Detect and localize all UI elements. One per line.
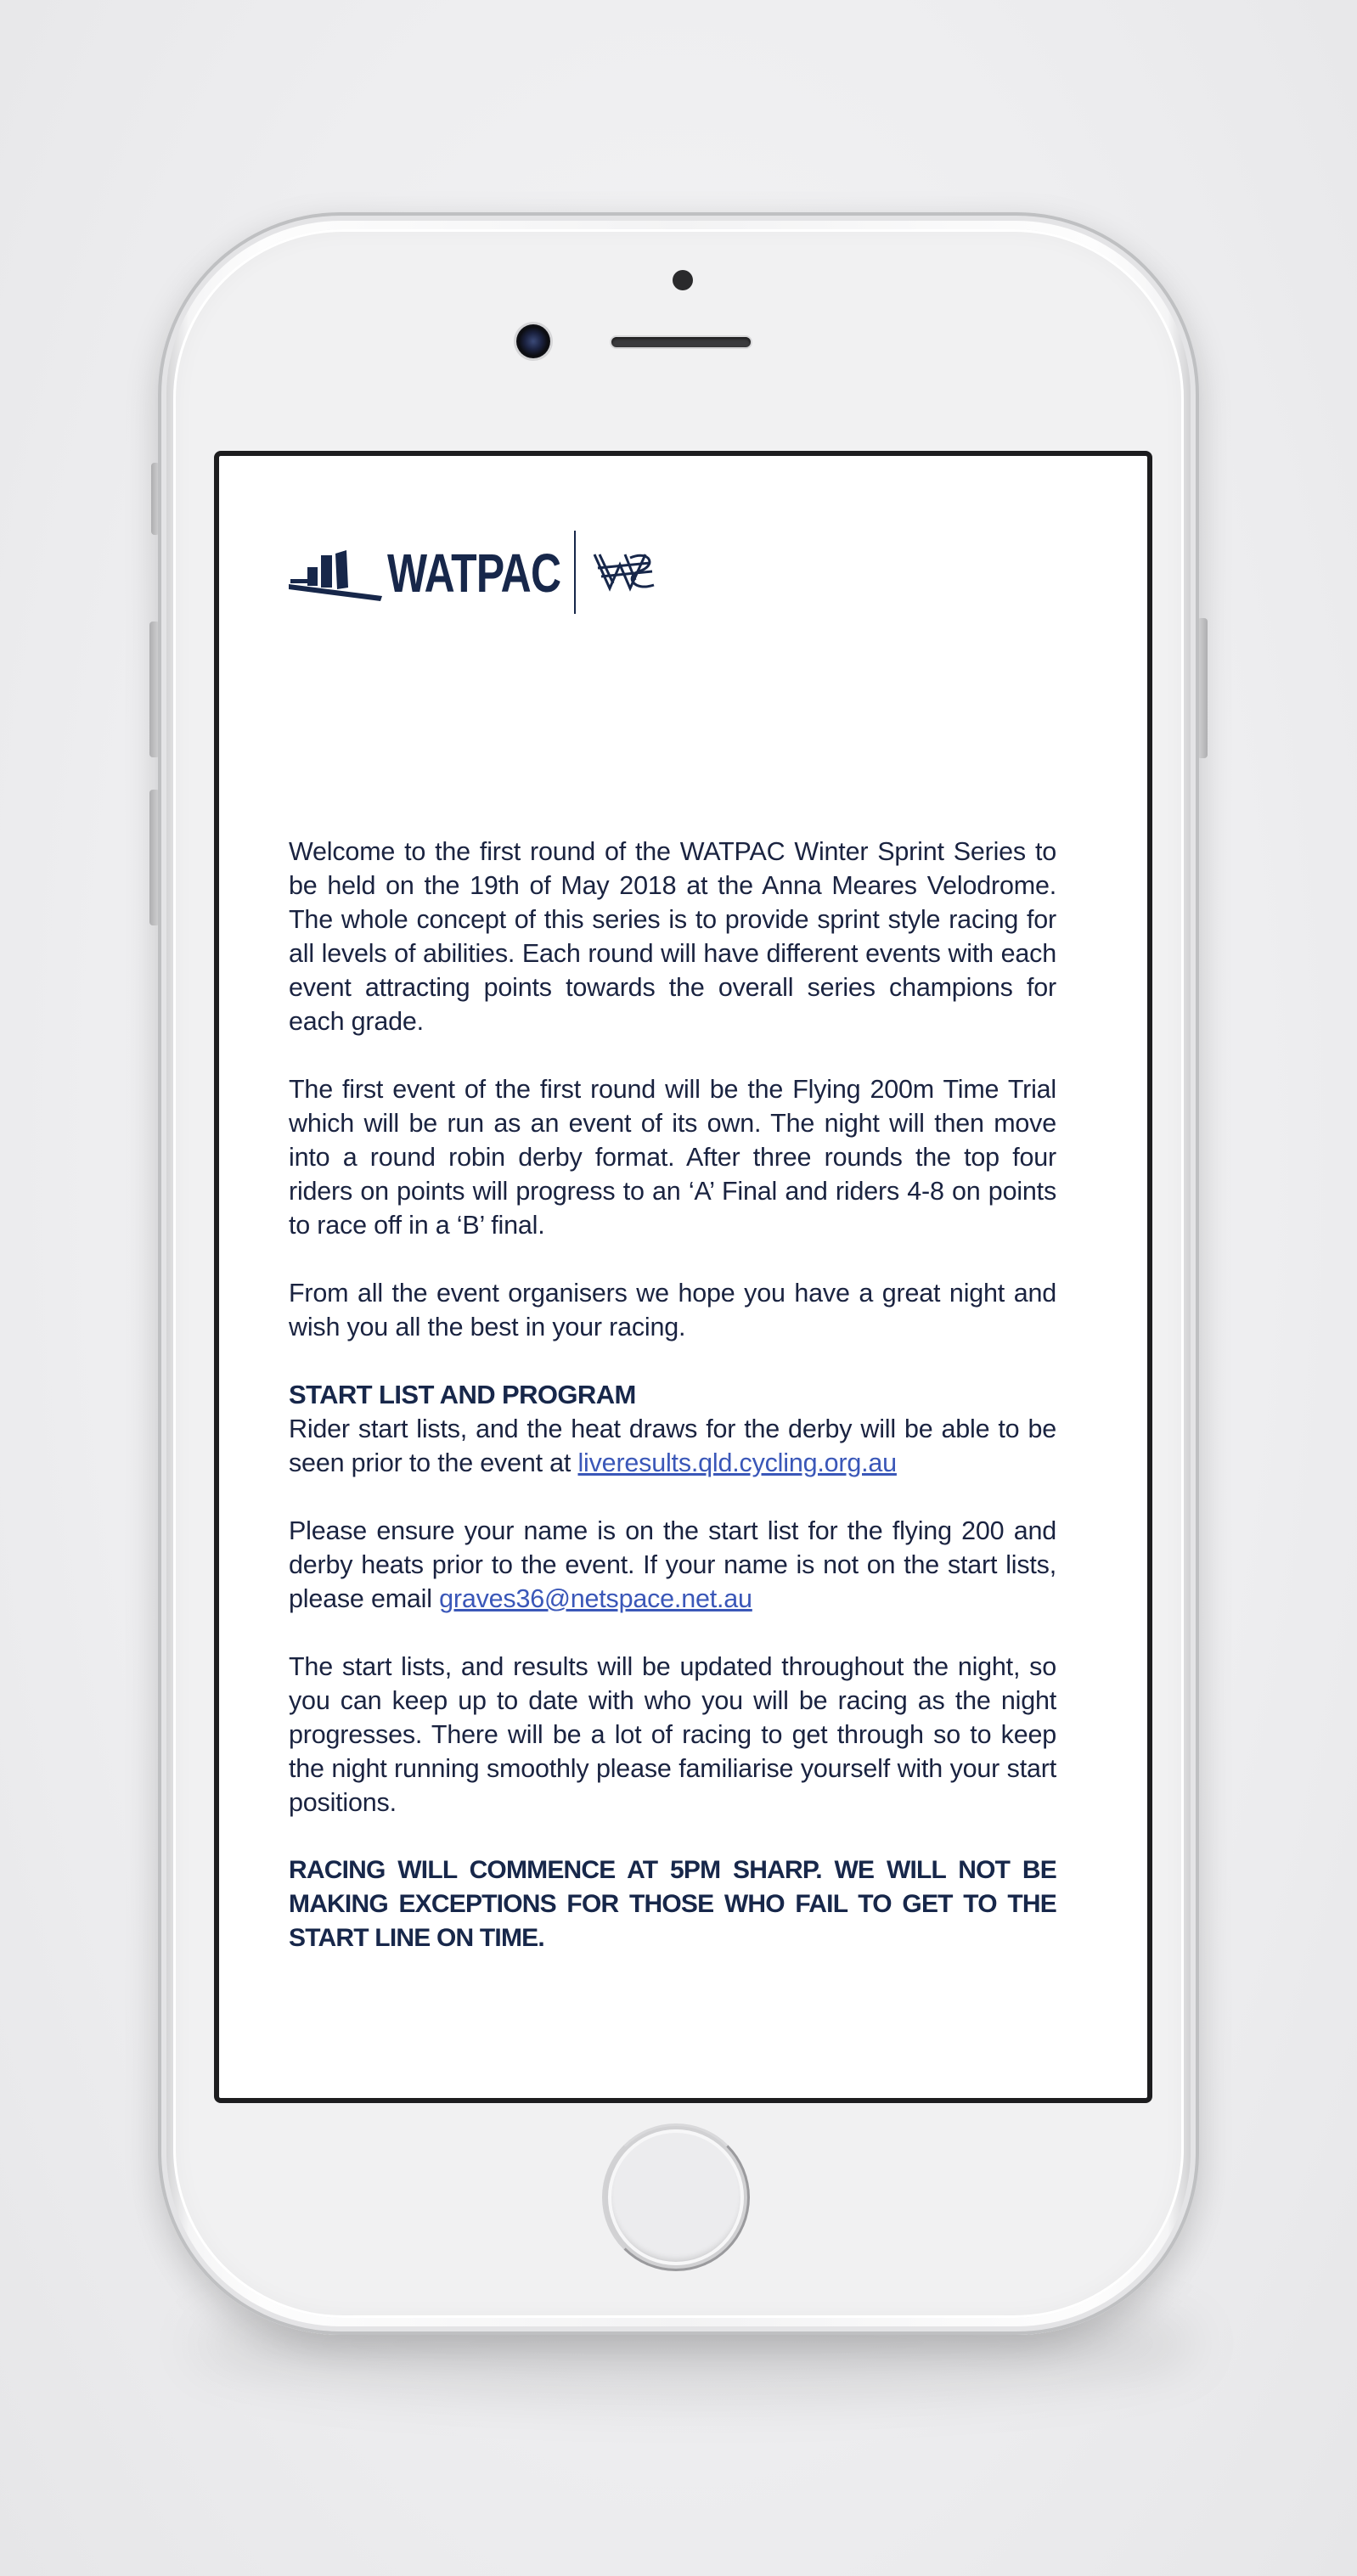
logo-extras xyxy=(289,531,713,616)
sprint-series-emblem-icon xyxy=(591,546,659,597)
phone-screen xyxy=(214,451,1152,2103)
updates-paragraph: The start lists, and results will be updated throughout the night, so you can keep up to date with who you will be racing as the night progresses. There will be a lot of racing to get through so to keep the night running smoothly please familiarise yourself with your start positions. xyxy=(289,1652,1056,1817)
home-button[interactable] xyxy=(608,2129,744,2265)
intro-paragraph-2: The first event of the first round will be the Flying 200m Time Trial which will be run as an event of its own. The night will then move into a round robin derby format. After three rounds the top four riders on points will progress to an ‘A’ Final and riders 4-8 on points to race off in a ‘B’ final. xyxy=(289,1075,1056,1240)
start-list-paragraph xyxy=(289,1412,1056,1480)
earpiece-speaker xyxy=(611,337,751,347)
start-list-heading: START LIST AND PROGRAM xyxy=(289,1380,636,1409)
start-time-notice: RACING WILL COMMENCE AT 5PM SHARP. WE WILL NOT BE MAKING EXCEPTIONS FOR THOSE WHO FAIL TO GET TO THE START LINE ON TIME. xyxy=(289,1856,1056,1952)
logo-divider xyxy=(574,531,576,614)
ensure-name-text: Please ensure your name is on the start list for the flying 200 and derby heats prior to the event. If your name is not on the start lists, please email xyxy=(289,1516,1056,1613)
ensure-name-paragraph xyxy=(289,1514,1056,1616)
watpac-wordmark: WATPAC xyxy=(387,543,561,604)
live-results-link[interactable]: liveresults.qld.cycling.org.au xyxy=(577,1448,897,1477)
intro-paragraph-1: Welcome to the first round of the WATPAC Winter Sprint Series to be held on the 19th of May 2018 at the Anna Meares Velodrome. The whole concept of this series is to provide sprint style racing for all levels of abilities. Each round will have different events with each event attracting points towards the overall series champions for each grade. xyxy=(289,837,1056,1036)
message-body xyxy=(289,835,1056,1955)
front-camera-icon xyxy=(516,324,550,358)
intro-paragraph-3: From all the event organisers we hope you have a great night and wish you all the best in your racing. xyxy=(289,1279,1056,1341)
contact-email-link[interactable]: graves36@netspace.net.au xyxy=(439,1584,752,1613)
proximity-sensor xyxy=(673,270,693,290)
start-list-text: Rider start lists, and the heat draws for the derby will be able to be seen prior to the event at xyxy=(289,1415,1056,1477)
